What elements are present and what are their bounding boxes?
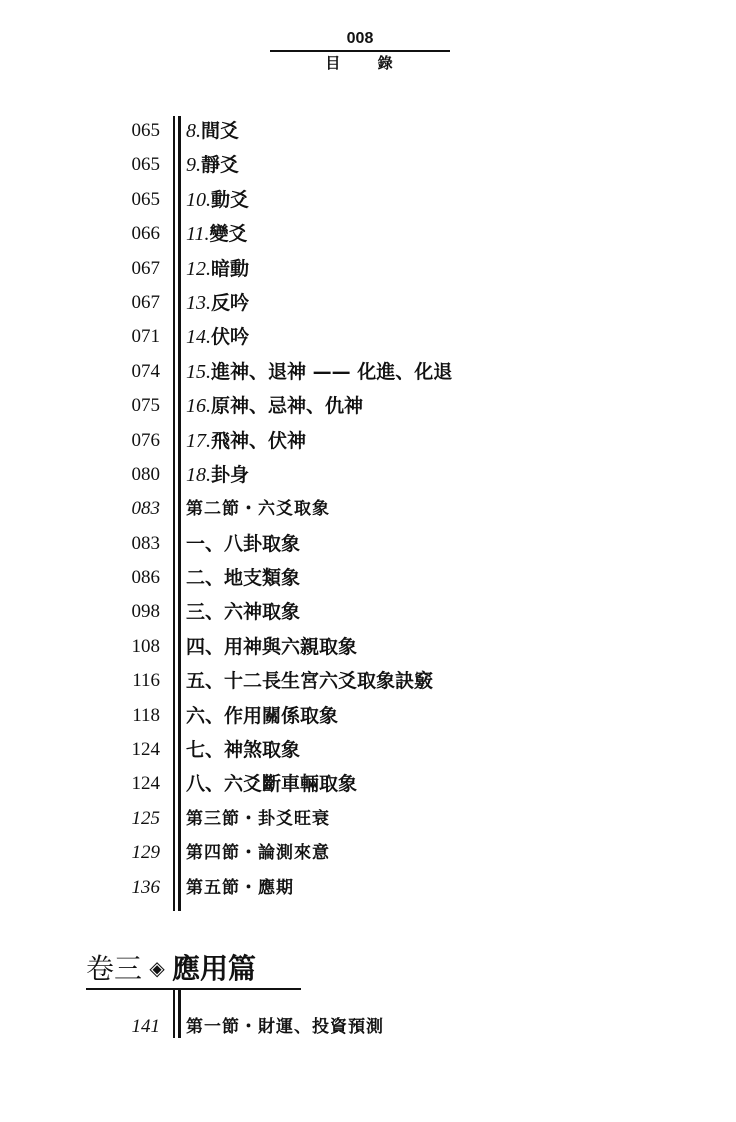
page-title: 目 錄 — [325, 54, 409, 72]
toc-entry-label: 第一節・財運、投資預測 — [186, 1017, 384, 1037]
toc-entry — [186, 836, 330, 870]
toc-entry-index: 10. — [186, 188, 211, 211]
toc-entry — [186, 664, 433, 698]
volume-title: 應用篇 — [172, 952, 257, 985]
toc-entry-label: 五、十二長生宮六爻取象訣竅 — [186, 670, 434, 693]
toc-entry-label: 進神、退神 —— 化進、化退 — [211, 360, 453, 383]
toc-row[interactable] — [100, 286, 620, 320]
toc-entry — [186, 561, 300, 595]
toc-page-number: 086 — [131, 567, 160, 589]
toc-entry-label: 暗動 — [211, 257, 250, 280]
toc-row[interactable] — [100, 217, 620, 251]
toc-entry-label: 原神、忌神、仇神 — [211, 395, 364, 418]
volume-underline — [86, 988, 301, 990]
toc-entry-label: 八、六爻斷車輛取象 — [186, 773, 358, 796]
toc-page-number: 065 — [131, 120, 160, 141]
toc-entry-label: 一、八卦取象 — [186, 532, 301, 555]
toc-entry-label: 六、作用關係取象 — [186, 704, 339, 727]
toc-entry — [186, 355, 452, 389]
header-rule — [270, 50, 450, 52]
toc-entry-label: 四、用神與六親取象 — [186, 635, 358, 658]
toc-row[interactable] — [100, 458, 620, 492]
toc-row[interactable] — [100, 183, 620, 217]
toc-page-number: 071 — [131, 326, 160, 348]
toc-entry — [186, 252, 249, 286]
toc-entry — [186, 871, 294, 905]
toc-entry-label: 第三節・卦爻旺衰 — [186, 808, 330, 829]
toc-row[interactable] — [100, 595, 620, 629]
diamond-icon: ◈ — [149, 956, 165, 980]
toc-entry-label: 間爻 — [201, 120, 240, 142]
toc-page-number: 108 — [131, 635, 160, 657]
toc-row[interactable] — [100, 527, 620, 561]
toc-entry — [186, 148, 239, 182]
toc-entry-index: 15. — [186, 360, 211, 383]
toc-entry-label: 第五節・應期 — [186, 877, 294, 898]
toc-page-number: 118 — [132, 704, 160, 726]
toc-page-number: 065 — [131, 188, 160, 210]
toc-entry — [186, 286, 249, 320]
toc-page-number: 067 — [131, 291, 160, 313]
toc-page-number: 141 — [131, 1016, 160, 1037]
toc-row[interactable] — [100, 355, 620, 389]
toc-entry-label: 反吟 — [211, 291, 250, 314]
toc-entry-index: 12. — [186, 257, 211, 280]
toc-entry-index: 18. — [186, 463, 211, 486]
toc-entry — [186, 767, 357, 801]
toc-row[interactable] — [100, 802, 620, 836]
toc-entry — [186, 802, 330, 836]
toc-entry — [186, 492, 330, 526]
volume-number: 卷三 — [86, 952, 143, 985]
toc-entry-label: 卦身 — [211, 463, 250, 486]
toc-row[interactable] — [100, 699, 620, 733]
toc-entry-label: 第四節・論測來意 — [186, 843, 330, 864]
toc-row[interactable] — [100, 252, 620, 286]
toc-row[interactable] — [100, 767, 620, 801]
toc-page-number: 124 — [131, 739, 160, 761]
toc-row[interactable] — [100, 871, 620, 905]
toc-entry-index: 13. — [186, 291, 211, 314]
toc-entry — [186, 733, 300, 767]
toc-entry-index: 9. — [186, 154, 201, 177]
toc-entry-index: 8. — [186, 120, 201, 142]
toc-page-number: 129 — [131, 842, 160, 864]
toc-entry — [186, 699, 338, 733]
toc-entry — [186, 217, 248, 251]
toc-entry-label: 三、六神取象 — [186, 601, 301, 624]
toc-entry-label: 伏吟 — [211, 326, 250, 349]
toc-page-number: 083 — [131, 532, 160, 554]
toc-entry — [186, 595, 300, 629]
toc-page-number: 065 — [131, 154, 160, 176]
page-header — [270, 30, 450, 71]
toc-entry — [186, 458, 249, 492]
toc-page-number: 125 — [131, 807, 160, 829]
volume-heading — [86, 950, 301, 990]
toc-entry — [186, 183, 249, 217]
toc-page-number: 076 — [131, 429, 160, 451]
toc-page-number: 075 — [131, 395, 160, 417]
toc-entry-index: 16. — [186, 395, 211, 418]
toc-entry-label: 飛神、伏神 — [211, 429, 307, 452]
toc-row[interactable] — [100, 148, 620, 182]
toc-row[interactable] — [100, 561, 620, 595]
toc-row[interactable] — [100, 836, 620, 870]
toc-page-number: 083 — [131, 498, 160, 520]
toc-row[interactable] — [100, 630, 620, 664]
toc-page-number: 136 — [131, 876, 160, 898]
toc-page-number: 067 — [131, 257, 160, 279]
toc-entry-label: 變爻 — [209, 223, 248, 246]
toc-row[interactable] — [100, 424, 620, 458]
table-of-contents — [100, 114, 620, 905]
toc-page-number: 080 — [131, 463, 160, 485]
toc-page-number: 098 — [131, 601, 160, 623]
toc-page-number: 116 — [132, 670, 160, 692]
toc-row[interactable] — [100, 492, 620, 526]
toc-entry — [186, 630, 357, 664]
toc-row-last[interactable] — [100, 1010, 620, 1044]
toc-row[interactable] — [100, 733, 620, 767]
toc-entry-label: 七、神煞取象 — [186, 739, 301, 762]
toc-row[interactable] — [100, 320, 620, 354]
toc-entry-index: 14. — [186, 326, 211, 349]
toc-entry-index: 11. — [186, 223, 210, 246]
toc-page-number: 124 — [131, 773, 160, 795]
toc-entry — [186, 527, 300, 561]
toc-row[interactable] — [100, 389, 620, 423]
toc-entry — [186, 320, 249, 354]
toc-entry-label: 第二節・六爻取象 — [186, 499, 330, 520]
toc-entry-label: 二、地支類象 — [186, 567, 301, 590]
toc-entry-label: 靜爻 — [201, 154, 240, 177]
toc-row[interactable] — [100, 114, 620, 148]
toc-entry-label: 動爻 — [211, 188, 250, 211]
toc-entry — [186, 424, 306, 458]
page-number: 008 — [346, 30, 374, 47]
toc-entry-index: 17. — [186, 429, 211, 452]
toc-page-number: 074 — [131, 360, 160, 382]
toc-page-number: 066 — [131, 223, 160, 245]
toc-entry — [186, 389, 363, 423]
toc-row[interactable] — [100, 664, 620, 698]
toc-entry — [186, 114, 239, 148]
